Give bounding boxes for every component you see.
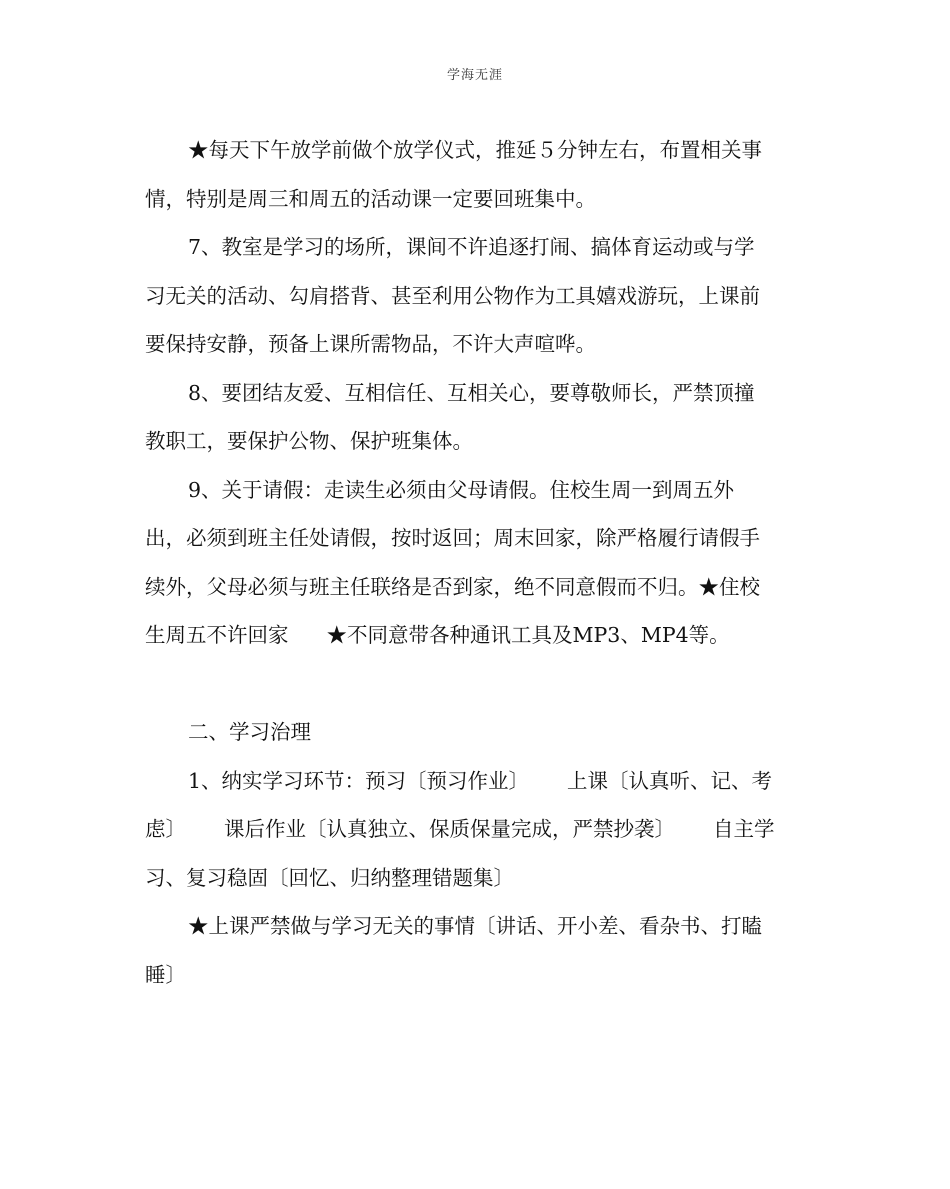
text-segment: 自主学 (713, 817, 775, 841)
text-line: 教职工，要保护公物、保护班集体。 (145, 429, 473, 453)
text-line: 要保持安静，预备上课所需物品，不许大声喧哗。 (145, 332, 596, 356)
text-line: ★上课严禁做与学习无关的事情〔讲话、开小差、看杂书、打瞌 (188, 914, 762, 938)
text-line: 9、关于请假：走读生必须由父母请假。住校生周一到周五外 (188, 477, 735, 502)
section-heading: 二、学习治理 (188, 720, 311, 744)
text-segment: 1、纳实学习环节：预习〔预习作业〕 (188, 768, 530, 793)
text-segment: ★不同意带各种通讯工具及MP3、MP4等。 (326, 623, 730, 647)
text-segment: 上课〔认真听、记、考 (567, 768, 773, 793)
text-line: 出，必须到班主任处请假，按时返回；周末回家，除严格履行请假手 (145, 526, 760, 550)
text-line (145, 757, 805, 806)
text-line: 睡〕 (145, 962, 186, 987)
text-line (145, 805, 805, 854)
text-line: 情，特别是周三和周五的活动课一定要回班集中。 (145, 186, 596, 211)
text-line: 7、教室是学习的场所，课间不许追逐打闹、搞体育运动或与学 (188, 235, 755, 259)
text-line (145, 611, 805, 660)
text-line: 续外，父母必须与班主任联络是否到家，绝不同意假而不归。★住校 (145, 574, 760, 599)
text-segment: 生周五不许回家 (145, 623, 289, 647)
text-line: 8、要团结友爱、互相信任、互相关心，要尊敬师长，严禁顶撞 (188, 380, 755, 405)
document-body (145, 126, 805, 999)
text-line: 习无关的活动、勾肩搭背、甚至利用公物作为工具嬉戏游玩，上课前 (145, 283, 760, 308)
blank-line (145, 660, 805, 709)
text-segment: 课后作业〔认真独立、保质保量完成，严禁抄袭〕 (224, 817, 675, 841)
running-header: 学海无涯 (446, 68, 503, 83)
text-segment: 虑〕 (145, 817, 186, 841)
text-line: 习、复习稳固〔回忆、归纳整理错题集〕 (145, 865, 514, 890)
text-line: ★每天下午放学前做个放学仪式，推延５分钟左右，布置相关事 (188, 138, 762, 162)
